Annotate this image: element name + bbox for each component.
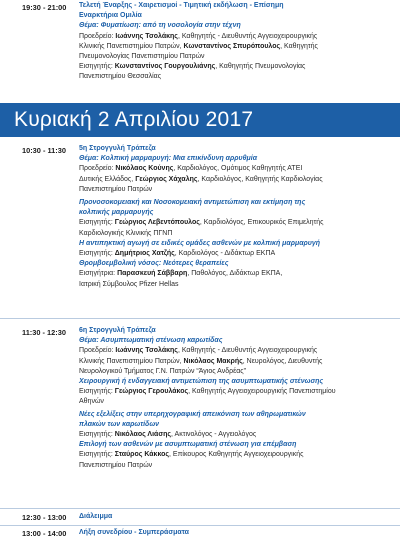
session-content (79, 326, 395, 471)
speaker-line: Αθηνών (79, 398, 104, 406)
session-time: 13:00 - 14:00 (22, 529, 67, 538)
session-topic: Θέμα: Φυματίωση: από τη νοσολογία στην τέχνη (79, 22, 241, 30)
talk-title: Χειρουργική ή ενδαγγειακή αντιμετώπιση της ασυμπτωματικής στένωσης (79, 378, 324, 386)
chair-line: Νευρολογικού Τμήματος Γ.Ν. Πατρών “Άγιος Ανδρέας” (79, 367, 246, 375)
session-topic: Θέμα: Κολπική μαρμαρυγή: Μια επικίνδυνη αρρυθμία (79, 155, 258, 163)
session-title: Διάλειμμα (79, 513, 113, 520)
day-banner (0, 103, 400, 137)
speaker-line: Ιατρική Σύμβουλος Pfizer Hellas (79, 280, 179, 288)
talk-title: Θρομβοεμβολική νόσος: Νεότερες θεραπείες (79, 260, 229, 268)
session-time: 10:30 - 11:30 (22, 146, 66, 155)
session-title: Λήξη συνεδρίου - Συμπεράσματα (79, 529, 189, 536)
talk-title: Νέες εξελίξεις στην υπερηχογραφική απεικόνιση των αθηρωματικών (79, 410, 306, 418)
chair-line: Κλινικής Πανεπιστημίου Πατρών, Κωνσταντίνος Σπυρόπουλος, Καθηγητής (79, 42, 318, 50)
chair-line: Δυτικής Ελλάδος, Γεώργιος Χάχαλης, Καρδιολόγος, Καθηγητής Καρδιολογίας (79, 175, 323, 183)
talk-title: κολπικής μαρμαρυγής (79, 209, 154, 217)
talk-title: Προνοσοκομειακή και Νοσοκομειακή αντιμετώπιση και εκτίμηση της (79, 199, 306, 207)
speaker-line: Εισηγητής: Νικόλαος Λιάσης, Ακτινολόγος - Αγγειολόγος (79, 431, 257, 439)
talk-title: Επιλογή των ασθενών με ασυμπτωματική στένωση για επέμβαση (79, 441, 297, 449)
talk-title: πλακών των καρωτίδων (79, 420, 160, 428)
session-content (79, 512, 395, 522)
speaker-line: Εισηγητής: Γεώργιος Γερουλάκος, Καθηγητής Αγγειοχειρουργικής Πανεπιστημίου (79, 388, 336, 396)
speaker-line: Εισηγητής: Γεώργιος Λεβεντόπουλος, Καρδιολόγος, Επικουρικός Επιμελητής (79, 219, 324, 227)
speaker-line: Εισηγήτρια: Παρασκευή Σάββαρη, Παθολόγος, Διδάκτωρ ΕΚΠΑ, (79, 270, 283, 278)
session-topic: Θέμα: Ασυμπτωματική στένωση καρωτίδας (79, 337, 223, 345)
chair-line: Κλινικής Πανεπιστημίου Πατρών, Νικόλαος Μακρής, Νευρολόγος, Διευθυντής (79, 357, 323, 365)
session-title-cont: Εναρκτήρια Ομιλία (79, 12, 142, 20)
day-title: Κυριακή 2 Απριλίου 2017 (14, 108, 254, 131)
chair-line: Πνευμονολογίας Πανεπιστημίου Πατρών (79, 53, 205, 61)
chair-line: Προεδρείο: Νικόλαος Κούνης, Καρδιολόγος, Ομότιμος Καθηγητής ΑΤΕΙ (79, 165, 303, 173)
speaker-line: Πανεπιστημίου Πατρών (79, 461, 153, 469)
session-title: 6η Στρογγυλή Τράπεζα (79, 327, 156, 334)
speaker-line: Εισηγητής: Δημήτριος Χατζής, Καρδιολόγος - Διδάκτωρ ΕΚΠΑ (79, 250, 276, 258)
session-content (79, 144, 395, 290)
chair-line: Πανεπιστημίου Πατρών (79, 185, 153, 193)
speaker-line: Καρδιολογικής Κλινικής ΠΓΝΠ (79, 229, 173, 237)
divider (0, 525, 400, 526)
speaker-line: Εισηγητής: Κωνσταντίνος Γουργουλιάνης, Καθηγητής Πνευμονολογίας (79, 63, 306, 71)
divider (0, 318, 400, 319)
speaker-line: Εισηγητής: Σταύρος Κάκκος, Επίκουρος Καθηγητής Αγγειοχειρουργικής (79, 451, 304, 459)
session-content (79, 1, 395, 83)
session-content (79, 528, 395, 538)
session-time: 19:30 - 21:00 (22, 3, 67, 12)
session-time: 11:30 - 12:30 (22, 328, 66, 337)
chair-line: Προεδρείο: Ιωάννης Τσολάκης, Καθηγητής - Διευθυντής Αγγειοχειρουργικής (79, 32, 318, 40)
speaker-line: Πανεπιστημίου Θεσσαλίας (79, 73, 162, 81)
session-title: Τελετή Έναρξης - Χαιρετισμοί - Τιμητική εκδήλωση - Επίσημη (79, 2, 284, 9)
session-title: 5η Στρογγυλή Τράπεζα (79, 145, 156, 152)
divider (0, 508, 400, 509)
chair-line: Προεδρείο: Ιωάννης Τσολάκης, Καθηγητής - Διευθυντής Αγγειοχειρουργικής (79, 347, 318, 355)
talk-title: Η αντιπηκτική αγωγή σε ειδικές ομάδες ασθενών με κολπική μαρμαρυγή (79, 239, 321, 247)
session-time: 12:30 - 13:00 (22, 513, 67, 522)
